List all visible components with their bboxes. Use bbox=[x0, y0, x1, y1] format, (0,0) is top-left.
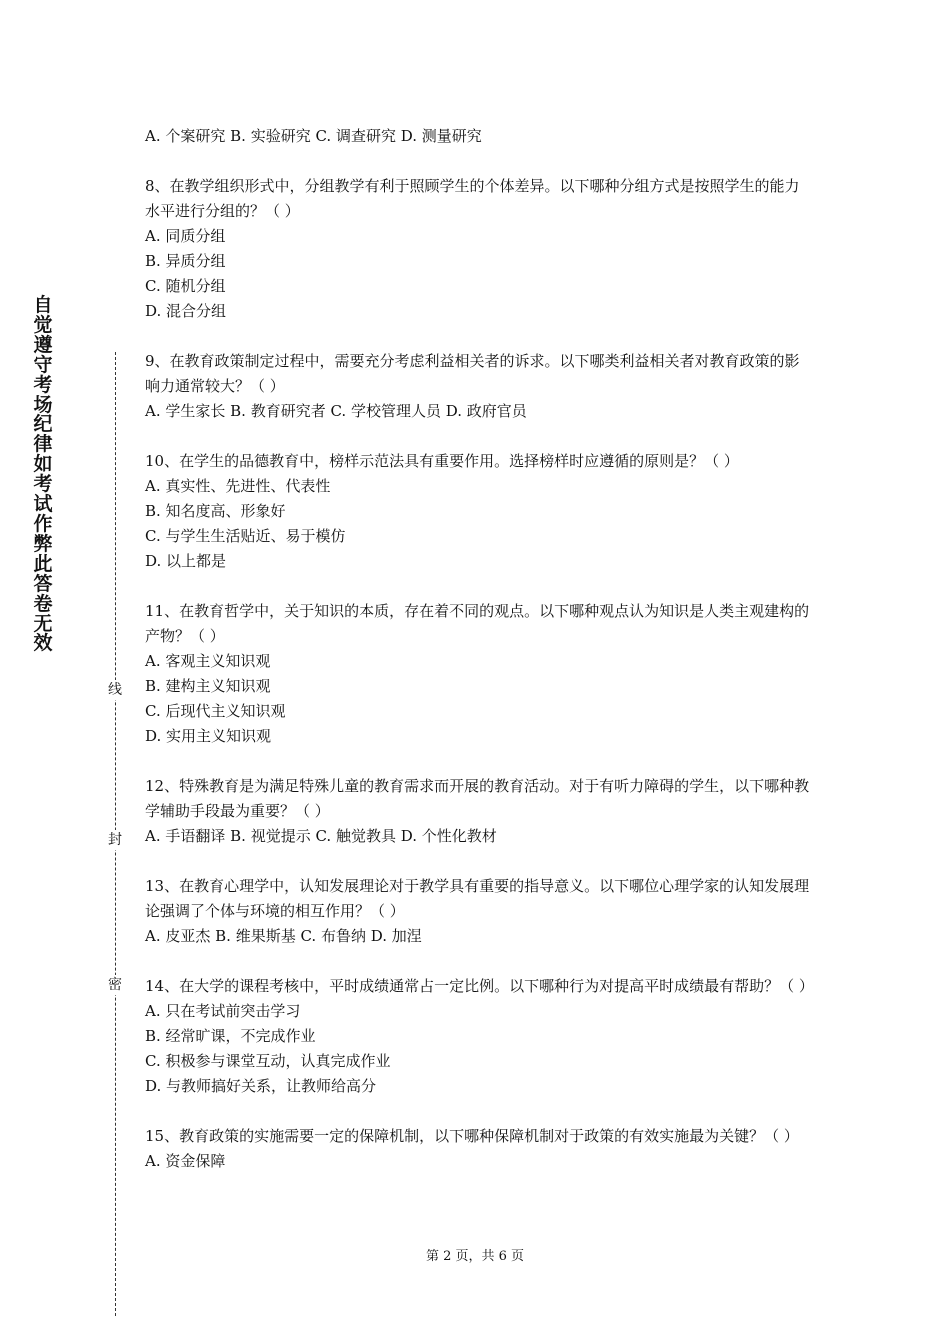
question-stem: 12、特殊教育是为满足特殊儿童的教育需求而开展的教育活动。对于有听力障碍的学生，以下哪种教学辅助手段最为重要？（ ） bbox=[145, 777, 810, 820]
seal-label-seal: 封 bbox=[105, 830, 125, 850]
question-item bbox=[145, 349, 810, 424]
exam-discipline-warning: 自觉遵守考场纪律如考试作弊此答卷无效 bbox=[33, 294, 53, 655]
answer-option: A. 皮亚杰 B. 维果斯基 C. 布鲁纳 D. 加涅 bbox=[145, 927, 422, 945]
question-list bbox=[145, 174, 814, 1174]
question-item bbox=[145, 874, 810, 949]
answer-option: D. 混合分组 bbox=[145, 302, 227, 320]
page-number-footer: 第 2 页，共 6 页 bbox=[425, 1249, 525, 1264]
answer-option: C. 随机分组 bbox=[145, 277, 226, 295]
answer-option: B. 知名度高、形象好 bbox=[145, 502, 286, 520]
previous-question-options: A. 个案研究 B. 实验研究 C. 调查研究 D. 测量研究 bbox=[145, 127, 482, 145]
question-stem: 8、在教学组织形式中，分组教学有利于照顾学生的个体差异。以下哪种分组方式是按照学生的能力水平进行分组的？（ ） bbox=[145, 177, 800, 220]
question-item bbox=[145, 974, 814, 1099]
answer-option: B. 异质分组 bbox=[145, 252, 226, 270]
question-stem: 14、在大学的课程考核中，平时成绩通常占一定比例。以下哪种行为对提高平时成绩最有帮助？（ ） bbox=[145, 977, 814, 995]
question-stem: 15、教育政策的实施需要一定的保障机制，以下哪种保障机制对于政策的有效实施最为关键？（ ） bbox=[145, 1127, 799, 1145]
answer-option: A. 同质分组 bbox=[145, 227, 226, 245]
answer-option: D. 以上都是 bbox=[145, 552, 227, 570]
answer-option: B. 经常旷课，不完成作业 bbox=[145, 1027, 316, 1045]
question-stem: 13、在教育心理学中，认知发展理论对于教学具有重要的指导意义。以下哪位心理学家的认知发展理论强调了个体与环境的相互作用？（ ） bbox=[145, 877, 810, 920]
question-item bbox=[145, 174, 810, 324]
answer-option: C. 与学生生活贴近、易于模仿 bbox=[145, 527, 346, 545]
question-stem: 9、在教育政策制定过程中，需要充分考虑利益相关者的诉求。以下哪类利益相关者对教育政策的影响力通常较大？（ ） bbox=[145, 352, 800, 395]
answer-option: B. 建构主义知识观 bbox=[145, 677, 271, 695]
answer-option: C. 后现代主义知识观 bbox=[145, 702, 286, 720]
question-item bbox=[145, 1124, 810, 1174]
answer-option: A. 资金保障 bbox=[145, 1152, 226, 1170]
answer-option: D. 实用主义知识观 bbox=[145, 727, 272, 745]
question-item bbox=[145, 449, 810, 574]
answer-option: A. 客观主义知识观 bbox=[145, 652, 271, 670]
answer-option: A. 真实性、先进性、代表性 bbox=[145, 477, 331, 495]
question-item bbox=[145, 599, 810, 749]
question-stem: 11、在教育哲学中，关于知识的本质，存在着不同的观点。以下哪种观点认为知识是人类主观建构的产物？（ ） bbox=[145, 602, 810, 645]
answer-option: A. 学生家长 B. 教育研究者 C. 学校管理人员 D. 政府官员 bbox=[145, 402, 527, 420]
answer-option: D. 与教师搞好关系，让教师给高分 bbox=[145, 1077, 377, 1095]
answer-option: A. 只在考试前突击学习 bbox=[145, 1002, 301, 1020]
answer-option: A. 手语翻译 B. 视觉提示 C. 触觉教具 D. 个性化教材 bbox=[145, 827, 497, 845]
answer-option: C. 积极参与课堂互动，认真完成作业 bbox=[145, 1052, 391, 1070]
question-stem: 10、在学生的品德教育中，榜样示范法具有重要作用。选择榜样时应遵循的原则是？（ ） bbox=[145, 452, 739, 470]
question-item bbox=[145, 774, 810, 849]
seal-label-line: 线 bbox=[105, 680, 125, 700]
question-content bbox=[145, 124, 814, 1174]
seal-label-secret: 密 bbox=[105, 975, 125, 995]
